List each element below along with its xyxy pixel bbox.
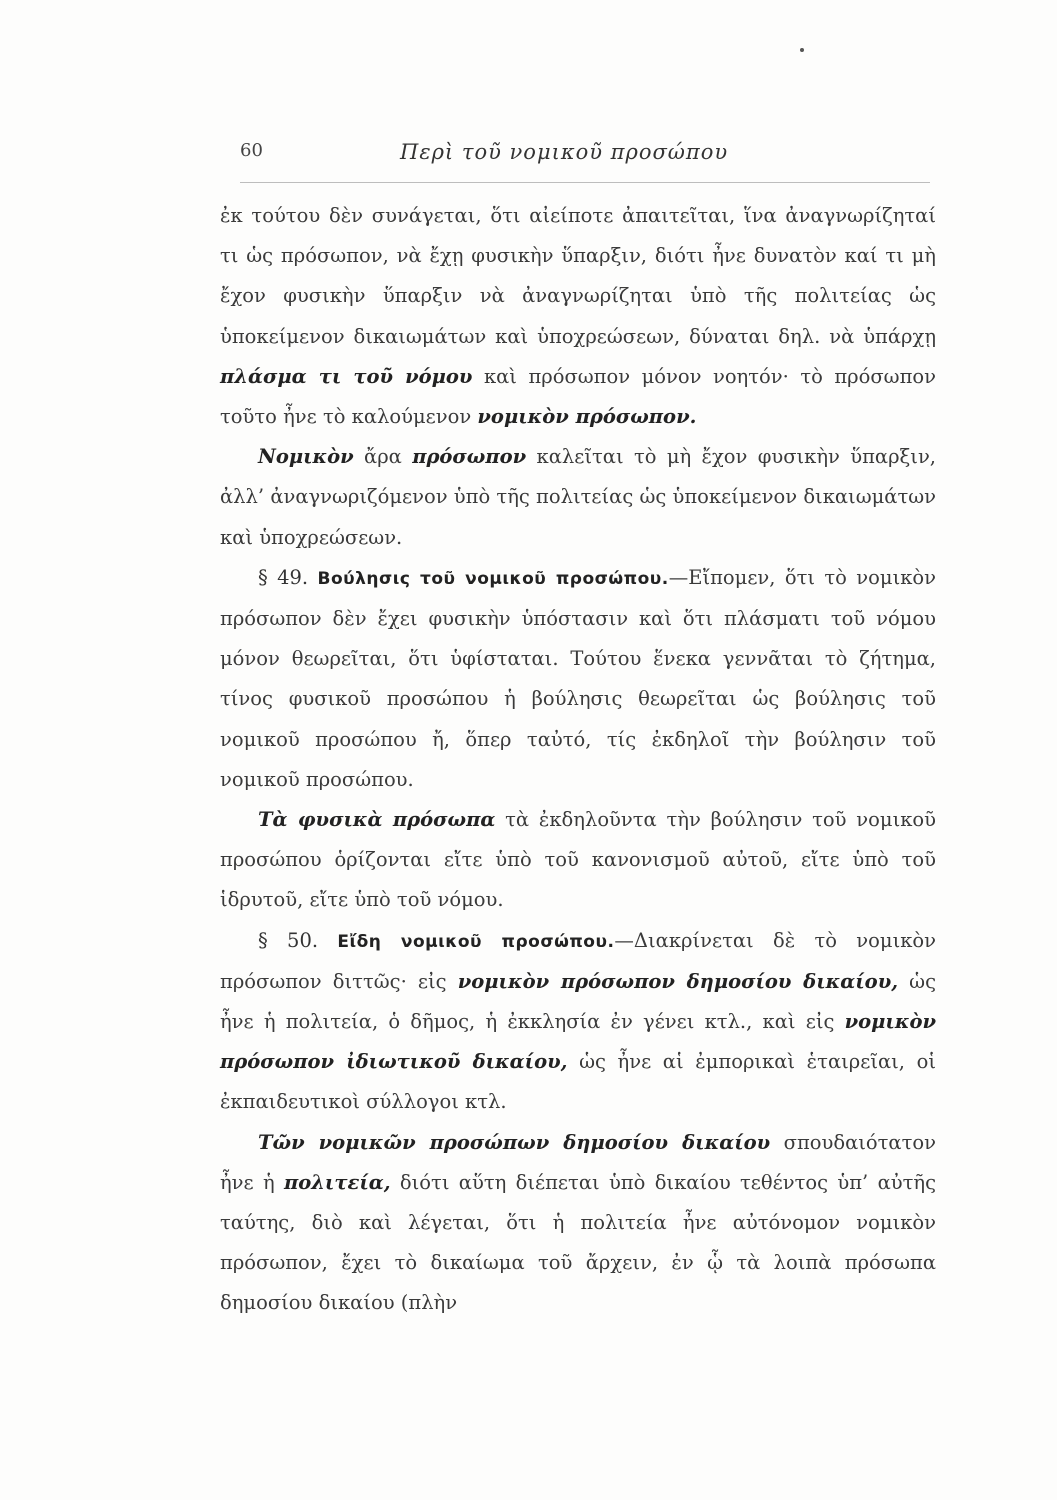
p6-text-1: σπουδαιότατον ἦνε ἡ bbox=[220, 1130, 936, 1194]
paragraph-4 bbox=[220, 800, 936, 921]
p5-text-1: —Διακρίνεται δὲ τὸ νομικὸν πρόσωπον διττῶς· εἰς bbox=[220, 928, 936, 993]
paragraph-2 bbox=[220, 437, 936, 558]
p6-text-2: διότι αὕτη διέπεται ὑπὸ δικαίου τεθέντος ὑπ’ αὐτῆς ταύτης, διὸ καὶ λέγεται, ὅτι ἡ πολιτεία ἦνε αὐτόνομον νομικὸν πρόσωπον, ἔχει τὸ δικαίωμα τοῦ ἄρχειν, ἐν ᾧ τὰ λοιπὰ πρόσωπα δημοσίου δικαίου (πλὴν bbox=[220, 1170, 936, 1315]
p2-emphasis-2: πρόσωπον bbox=[412, 445, 527, 469]
section-50-heading: Εἴδη νομικοῦ προσώπου. bbox=[337, 931, 615, 952]
p1-text-2: καὶ πρόσωπον μόνον νοητόν· τὸ πρόσωπον τοῦτο ἦνε τὸ καλούμενον bbox=[220, 364, 936, 429]
header-rule bbox=[240, 182, 930, 183]
p5-emphasis-2: νομικὸν πρόσωπον ἰδιωτικοῦ δικαίου, bbox=[220, 1010, 936, 1074]
p5-text-3: ὡς ἦνε αἱ ἐμπορικαὶ ἑταιρεῖαι, οἱ ἐκπαιδευτικοὶ σύλλογοι κτλ. bbox=[220, 1050, 936, 1114]
ink-speck bbox=[800, 48, 804, 52]
p2-emphasis-1: Νομικὸν bbox=[258, 445, 354, 469]
section-50-number: § 50. bbox=[258, 928, 319, 952]
p1-emphasis-2: νομικὸν πρόσωπον. bbox=[477, 405, 697, 429]
p4-text-1: τὰ ἐκδηλοῦντα τὴν βούλησιν τοῦ νομικοῦ προσώπου ὁρίζονται εἴτε ὑπὸ τοῦ κανονισμοῦ αὐτοῦ, εἴτε ὑπὸ τοῦ ἱδρυτοῦ, εἴτε ὑπὸ τοῦ νόμου. bbox=[220, 808, 936, 912]
p6-emphasis-1: Τῶν νομικῶν προσώπων δημοσίου δικαίου bbox=[258, 1130, 771, 1154]
p2-text-2: καλεῖται τὸ μὴ ἔχον φυσικὴν ὕπαρξιν, ἀλλ’ ἀναγνωριζόμενον ὑπὸ τῆς πολιτείας ὡς ὑποκείμενον δικαιωμάτων καὶ ὑποχρεώσεων. bbox=[220, 445, 936, 549]
page-number: 60 bbox=[240, 140, 263, 161]
section-49-heading: Βούλησις τοῦ νομικοῦ προσώπου. bbox=[317, 568, 669, 589]
section-49-number: § 49. bbox=[258, 565, 309, 589]
p1-text-1: ἐκ τούτου δὲν συνάγεται, ὅτι αἰείποτε ἀπαιτεῖται, ἵνα ἀναγνωρίζηταί τι ὡς πρόσωπον, νὰ ἔχῃ φυσικὴν ὕπαρξιν, διότι ἦνε δυνατὸν καί τι μὴ ἔχον φυσικὴν ὕπαρξιν νὰ ἀναγνωρίζηται ὑπὸ τῆς πολιτείας ὡς ὑποκείμενον δικαιωμάτων καὶ ὑποχρεώσεων, δύναται δηλ. νὰ ὑπάρχῃ bbox=[220, 204, 936, 348]
p6-emphasis-2: πολιτεία, bbox=[283, 1170, 391, 1194]
running-title: Περὶ τοῦ νομικοῦ προσώπου bbox=[400, 140, 729, 164]
p4-emphasis-1: Τὰ φυσικὰ πρόσωπα bbox=[258, 808, 496, 832]
paragraph-6 bbox=[220, 1123, 936, 1324]
paragraph-3 bbox=[220, 558, 936, 800]
page-header bbox=[200, 140, 940, 176]
p5-text-2: ὡς ἦνε ἡ πολιτεία, ὁ δῆμος, ἡ ἐκκλησία ἐν γένει κτλ., καὶ εἰς bbox=[220, 969, 936, 1034]
body-text bbox=[220, 196, 936, 1324]
p1-emphasis-1: πλάσμα τι τοῦ νόμου bbox=[220, 364, 473, 388]
paragraph-5 bbox=[220, 921, 936, 1123]
p3-text-1: —Εἴπομεν, ὅτι τὸ νομικὸν πρόσωπον δὲν ἔχει φυσικὴν ὑπόστασιν καὶ ὅτι πλάσματι τοῦ νόμου μόνον θεωρεῖται, ὅτι ὑφίσταται. Τούτου ἕνεκα γεννᾶται τὸ ζήτημα, τίνος φυσικοῦ προσώπου ἡ βούλησις θεωρεῖται ὡς βούλησις τοῦ νομικοῦ προσώπου ἤ, ὅπερ ταὐτό, τίς ἐκδηλοῖ τὴν βούλησιν τοῦ νομικοῦ προσώπου. bbox=[220, 565, 936, 791]
p2-text-1: ἄρα bbox=[353, 445, 413, 469]
p5-emphasis-1: νομικὸν πρόσωπον δημοσίου δικαίου, bbox=[457, 969, 899, 993]
paragraph-1 bbox=[220, 196, 936, 437]
